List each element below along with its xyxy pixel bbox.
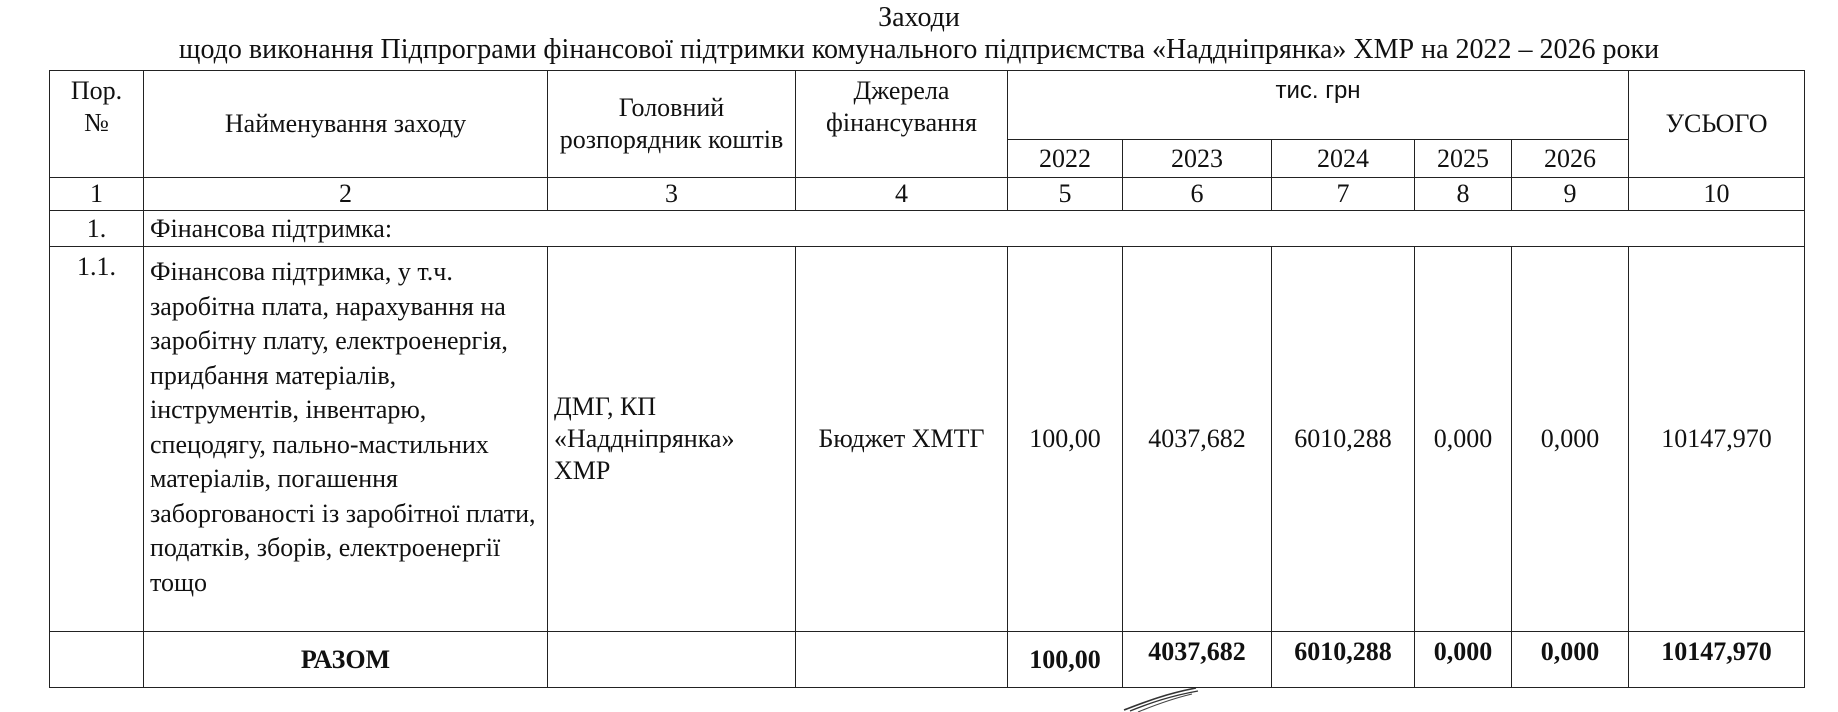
totals-label: РАЗОМ (144, 632, 548, 688)
index-cell: 4 (796, 178, 1008, 211)
document-subtitle: щодо виконання Підпрограми фінансової підтримки комунального підприємства «Наддніпрянка» ХМР на 2022 – 2026 роки (178, 34, 1660, 65)
section-row (50, 211, 1805, 247)
item-manager: ДМГ, КП «Наддніпрянка» ХМР (548, 247, 796, 632)
totals-empty-cell (796, 632, 1008, 688)
totals-empty-cell (50, 632, 144, 688)
col-header-total: УСЬОГО (1629, 71, 1805, 178)
col-header-manager: Головний розпорядник коштів (548, 71, 796, 178)
index-cell: 2 (144, 178, 548, 211)
index-cell: 10 (1629, 178, 1805, 211)
header-row (50, 71, 1805, 140)
col-header-source: Джерела фінансування (796, 71, 1008, 178)
item-value-2022: 100,00 (1008, 247, 1123, 632)
index-cell: 6 (1123, 178, 1272, 211)
index-cell: 3 (548, 178, 796, 211)
item-description: Фінансова підтримка, у т.ч. заробітна плата, нарахування на заробітну плату, електроенергія, придбання матеріалів, інструментів, інвентарю, спецодягу, пально-мастильних матеріалів, погашення заборгованості із заробітної плати, податків, зборів, електроенергії тощо (144, 247, 548, 632)
measures-table (49, 70, 1805, 688)
section-num: 1. (50, 211, 144, 247)
totals-value-2022: 100,00 (1008, 632, 1123, 688)
year-header: 2023 (1123, 140, 1272, 178)
totals-empty-cell (548, 632, 796, 688)
totals-value-2023: 4037,682 (1123, 632, 1272, 688)
totals-value-2026: 0,000 (1512, 632, 1629, 688)
totals-value-2024: 6010,288 (1272, 632, 1415, 688)
index-cell: 1 (50, 178, 144, 211)
col-header-unit: тис. грн (1008, 71, 1629, 140)
index-cell: 5 (1008, 178, 1123, 211)
item-total: 10147,970 (1629, 247, 1805, 632)
col-header-num: Пор. № (50, 71, 144, 178)
index-cell: 8 (1415, 178, 1512, 211)
item-value-2025: 0,000 (1415, 247, 1512, 632)
table-row (50, 247, 1805, 632)
signature-mark (1120, 688, 1200, 712)
item-value-2023: 4037,682 (1123, 247, 1272, 632)
totals-row (50, 632, 1805, 688)
index-row (50, 178, 1805, 211)
totals-value-2025: 0,000 (1415, 632, 1512, 688)
year-header: 2022 (1008, 140, 1123, 178)
item-value-2026: 0,000 (1512, 247, 1629, 632)
document-title: Заходи (878, 2, 960, 33)
item-value-2024: 6010,288 (1272, 247, 1415, 632)
totals-total: 10147,970 (1629, 632, 1805, 688)
col-header-name: Найменування заходу (144, 71, 548, 178)
item-source: Бюджет ХМТГ (796, 247, 1008, 632)
year-header: 2026 (1512, 140, 1629, 178)
year-header: 2025 (1415, 140, 1512, 178)
item-num: 1.1. (50, 247, 144, 632)
section-title: Фінансова підтримка: (144, 211, 1805, 247)
index-cell: 9 (1512, 178, 1629, 211)
year-header: 2024 (1272, 140, 1415, 178)
index-cell: 7 (1272, 178, 1415, 211)
